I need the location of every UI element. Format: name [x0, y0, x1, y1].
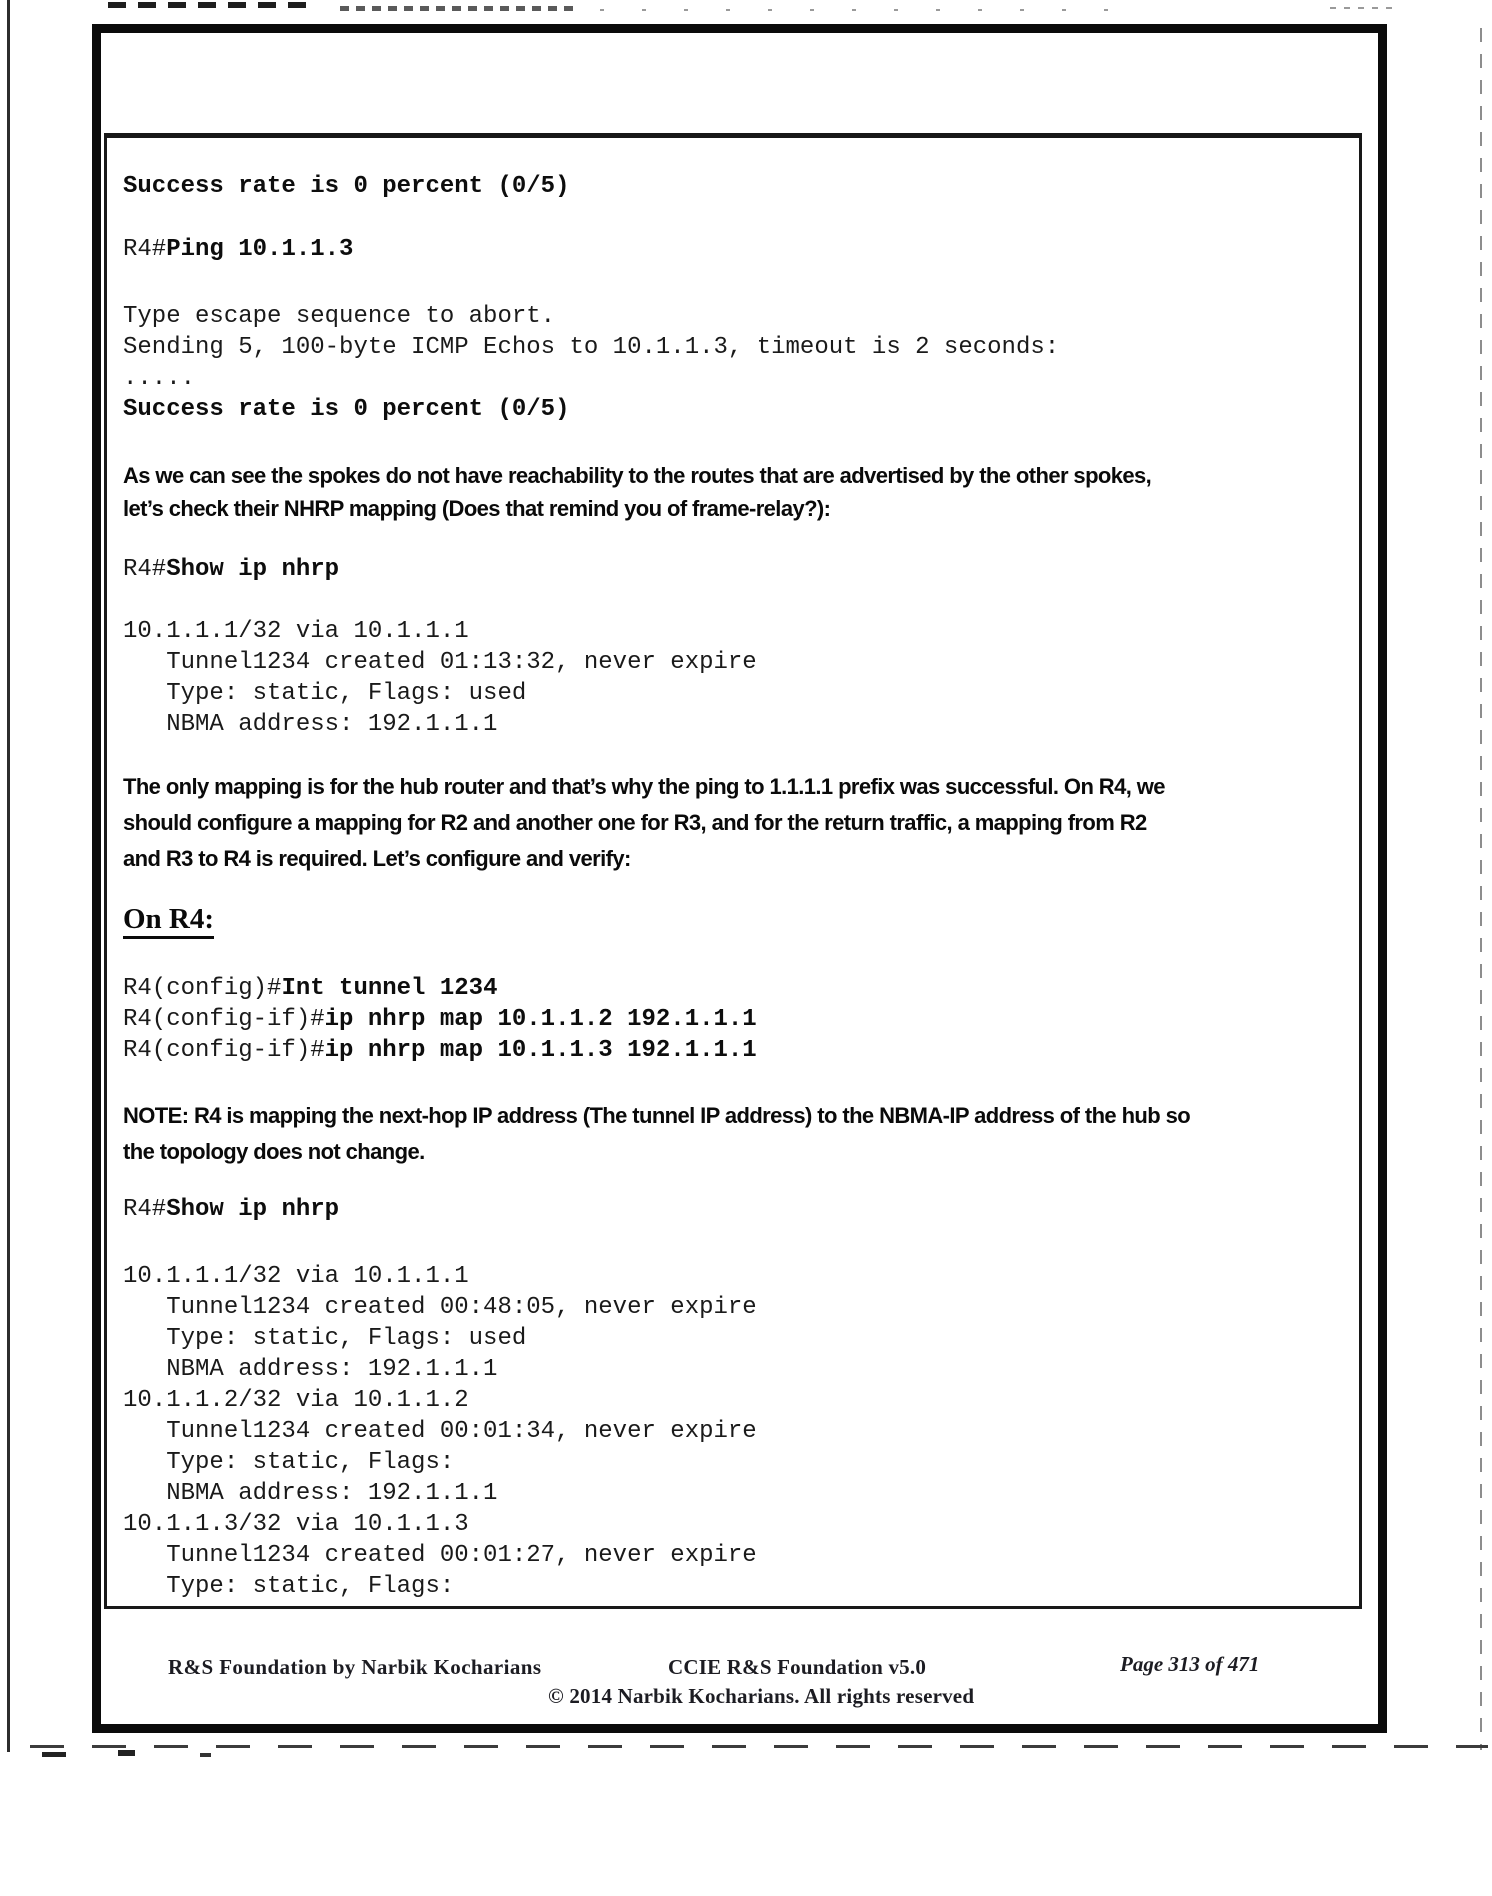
footer-copyright: © 2014 Narbik Kocharians. All rights reserved: [548, 1684, 975, 1708]
paragraph-line: As we can see the spokes do not have reachability to the routes that are advertised by the other spokes,: [123, 463, 1152, 488]
heading-underlined-text: On R4:: [123, 903, 214, 939]
console-success-line: Success rate is 0 percent (0/5): [123, 173, 570, 200]
console-output-line: NBMA address: 192.1.1.1: [123, 1480, 498, 1507]
paragraph-line: NOTE: R4 is mapping the next-hop IP address (The tunnel IP address) to the NBMA-IP address of the hub so: [123, 1103, 1191, 1128]
console-command-line: [123, 234, 1347, 265]
console-command-line: [123, 554, 1347, 585]
scan-edge-artifact-left: [7, 0, 10, 1752]
console-output-line: Type: static, Flags:: [123, 1573, 455, 1600]
console-output-block: [123, 1261, 1347, 1602]
paragraph-line: let’s check their NHRP mapping (Does that remind you of frame-relay?):: [123, 496, 831, 521]
commentary-note-paragraph: [123, 1098, 1347, 1170]
console-output-line: 10.1.1.3/32 via 10.1.1.3: [123, 1511, 469, 1538]
console-prompt: R4#: [123, 236, 167, 263]
console-output-line: 10.1.1.1/32 via 10.1.1.1: [123, 1263, 469, 1290]
console-prompt: R4(config-if)#: [123, 1037, 325, 1064]
console-output-line: NBMA address: 192.1.1.1: [123, 1356, 498, 1383]
paragraph-line: should configure a mapping for R2 and another one for R3, and for the return traffic, a mapping from R2: [123, 810, 1147, 835]
console-command: ip nhrp map 10.1.1.3 192.1.1.1: [324, 1037, 757, 1064]
console-command-line: [123, 1004, 1347, 1035]
page-border-frame: [92, 24, 1387, 1733]
footer-course-title: CCIE R&S Foundation v5.0: [668, 1655, 927, 1679]
section-heading-on-r4: [123, 903, 1347, 939]
footer-book-title: R&S Foundation by Narbik Kocharians: [168, 1655, 542, 1679]
scan-noise-artifact: [118, 1750, 135, 1756]
console-output-line: NBMA address: 192.1.1.1: [123, 711, 498, 738]
console-output-line: Tunnel1234 created 01:13:32, never expire: [123, 649, 757, 676]
console-command: Int tunnel 1234: [281, 975, 498, 1002]
console-command-line: [123, 1194, 1347, 1225]
console-output-line: Type: static, Flags: used: [123, 680, 527, 707]
scan-noise-artifact: [600, 9, 1120, 11]
console-output-line: Sending 5, 100-byte ICMP Echos to 10.1.1.3, timeout is 2 seconds:: [123, 334, 1060, 361]
console-output-line: Tunnel1234 created 00:48:05, never expire: [123, 1294, 757, 1321]
paragraph-line: the topology does not change.: [123, 1139, 425, 1164]
paragraph-line: The only mapping is for the hub router and that’s why the ping to 1.1.1.1 prefix was successful. On R4, we: [123, 774, 1165, 799]
console-command-line: [123, 973, 1347, 1004]
commentary-paragraph: [123, 459, 1347, 525]
console-prompt: R4(config-if)#: [123, 1006, 325, 1033]
console-output-block: [123, 616, 1347, 740]
console-output-line: 10.1.1.1/32 via 10.1.1.1: [123, 618, 469, 645]
console-prompt: R4#: [123, 1196, 167, 1223]
console-output-line: Tunnel1234 created 00:01:27, never expire: [123, 1542, 757, 1569]
console-command: ip nhrp map 10.1.1.2 192.1.1.1: [324, 1006, 757, 1033]
console-output-line: Type: static, Flags: used: [123, 1325, 527, 1352]
console-output-line: Tunnel1234 created 00:01:34, never expire: [123, 1418, 757, 1445]
footer-page-number: Page 313 of 471: [1120, 1652, 1260, 1676]
scan-noise-artifact: [30, 1745, 1488, 1748]
console-command: Ping 10.1.1.3: [166, 236, 354, 263]
console-command: Show ip nhrp: [166, 556, 340, 583]
scan-noise-artifact: [340, 6, 575, 11]
console-config-block: [123, 973, 1347, 1066]
console-output-line: .....: [123, 365, 196, 392]
console-command-line: [123, 1035, 1347, 1066]
console-prompt: R4(config)#: [123, 975, 282, 1002]
console-output-line: 10.1.1.2/32 via 10.1.1.2: [123, 1387, 469, 1414]
terminal-output-box: [104, 133, 1362, 1609]
paragraph-line: and R3 to R4 is required. Let’s configure and verify:: [123, 846, 631, 871]
scan-noise-artifact: [42, 1752, 66, 1757]
console-command: Show ip nhrp: [166, 1196, 340, 1223]
scan-noise-artifact: [200, 1753, 211, 1757]
console-prompt: R4#: [123, 556, 167, 583]
console-success-line: Success rate is 0 percent (0/5): [123, 396, 570, 423]
console-output-line: Type: static, Flags:: [123, 1449, 455, 1476]
scan-noise-artifact: [108, 2, 313, 8]
console-output-line: Type escape sequence to abort.: [123, 303, 556, 330]
commentary-paragraph: [123, 769, 1347, 877]
scan-noise-artifact: [1330, 7, 1394, 9]
scan-edge-artifact-right: [1480, 28, 1482, 1750]
